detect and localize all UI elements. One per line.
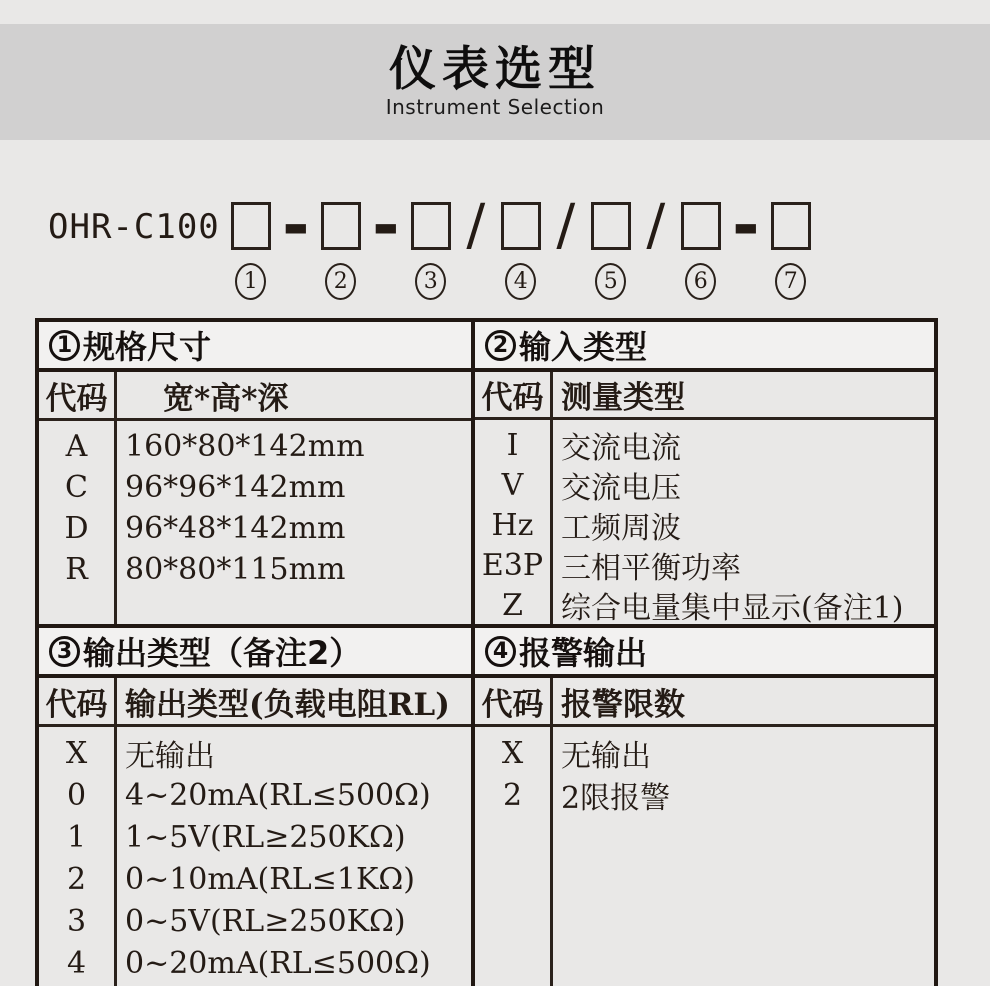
code-cell: 0 (66, 777, 87, 813)
code-cell: C (65, 470, 88, 505)
desc-cell: 工频周波 (561, 511, 681, 546)
code-header: 代码 (39, 678, 114, 727)
section-output-type (39, 628, 471, 986)
circled-number: 7 (775, 263, 806, 300)
circled-number: 4 (485, 636, 516, 667)
circled-number: 3 (415, 263, 446, 300)
desc-header: 输出类型(负载电阻RL) (117, 678, 471, 727)
section-title (39, 322, 471, 372)
model-box-icon (501, 202, 541, 250)
section-body (39, 372, 471, 624)
desc-cell: 无输出 (561, 739, 651, 774)
desc-header: 报警限数 (553, 678, 934, 727)
page-title: 仪表选型 (389, 41, 601, 97)
desc-rows (117, 727, 471, 984)
model-slot-7 (770, 202, 812, 300)
section-title-text: 规格尺寸 (83, 328, 212, 366)
circled-number: 3 (49, 636, 80, 667)
code-header: 代码 (39, 372, 114, 421)
code-cell: 2 (502, 777, 523, 813)
model-slot-1 (230, 202, 272, 300)
desc-header: 宽*高*深 (117, 372, 471, 421)
code-cell: A (65, 429, 88, 464)
desc-column (117, 372, 471, 624)
desc-cell: 96*48*142mm (125, 511, 346, 546)
model-box-icon (411, 202, 451, 250)
section-title-text: 输出类型（备注2） (83, 634, 362, 672)
circled-number: 4 (505, 263, 536, 300)
model-box-icon (321, 202, 361, 250)
desc-cell: 1~5V(RL≥250KΩ) (125, 819, 406, 855)
circled-number: 5 (595, 263, 626, 300)
circled-number: 2 (325, 263, 356, 300)
table-left-column (39, 322, 475, 986)
separator-slash: / (646, 193, 666, 258)
code-cell: X (501, 735, 524, 771)
page-subtitle: Instrument Selection (385, 95, 605, 120)
desc-cell: 0~20mA(RL≤500Ω) (125, 945, 431, 981)
desc-header: 测量类型 (553, 372, 934, 420)
code-cell: 1 (66, 819, 87, 855)
desc-cell: 2限报警 (561, 781, 671, 816)
code-cell: 4 (66, 945, 87, 981)
desc-rows (553, 727, 934, 816)
code-rows (475, 727, 550, 816)
desc-cell: 交流电压 (561, 471, 681, 506)
circled-number: 6 (685, 263, 716, 300)
model-code-diagram (48, 187, 812, 300)
code-header: 代码 (475, 372, 550, 420)
code-cell: D (64, 511, 89, 546)
header-band (0, 24, 990, 140)
section-title (475, 322, 934, 372)
code-cell: R (65, 552, 88, 587)
desc-cell: 0~5V(RL≥250KΩ) (125, 903, 406, 939)
code-cell: Z (502, 587, 523, 623)
circled-number: 2 (485, 330, 516, 361)
model-box-icon (591, 202, 631, 250)
model-slot-4 (500, 202, 542, 300)
table-right-column (475, 322, 934, 986)
separator-dash: - (732, 187, 760, 264)
code-cell: V (501, 467, 524, 503)
model-prefix: OHR-C100 (48, 207, 220, 247)
model-box-icon (771, 202, 811, 250)
model-slot-3 (410, 202, 452, 300)
code-rows (39, 421, 114, 590)
code-cell: 2 (66, 861, 87, 897)
section-alarm-output (475, 628, 934, 986)
circled-number: 1 (235, 263, 266, 300)
desc-cell: 综合电量集中显示(备注1) (561, 591, 904, 626)
code-column (475, 678, 553, 986)
separator-dash: - (282, 187, 310, 264)
desc-rows (553, 420, 934, 625)
code-cell: X (65, 735, 88, 771)
section-title (475, 628, 934, 678)
model-slot-2 (320, 202, 362, 300)
desc-column (553, 372, 934, 624)
code-cell: I (506, 427, 519, 463)
model-box-icon (231, 202, 271, 250)
desc-cell: 0~10mA(RL≤1KΩ) (125, 861, 415, 897)
selection-table (35, 318, 938, 986)
separator-slash: / (556, 193, 576, 258)
section-body (475, 678, 934, 986)
section-spec-size (39, 322, 471, 628)
code-column (39, 678, 117, 986)
code-header: 代码 (475, 678, 550, 727)
circled-number: 1 (49, 330, 80, 361)
desc-cell: 无输出 (125, 739, 215, 774)
desc-column (117, 678, 471, 986)
code-cell: E3P (481, 547, 544, 583)
code-column (475, 372, 553, 624)
section-title-text: 报警输出 (519, 634, 648, 672)
code-column (39, 372, 117, 624)
model-slot-5 (590, 202, 632, 300)
section-body (39, 678, 471, 986)
section-body (475, 372, 934, 624)
section-title (39, 628, 471, 678)
desc-cell: 160*80*142mm (125, 429, 365, 464)
desc-cell: 交流电流 (561, 431, 681, 466)
desc-cell: 80*80*115mm (125, 552, 346, 587)
section-input-type (475, 322, 934, 628)
separator-slash: / (466, 193, 486, 258)
code-rows (39, 727, 114, 984)
desc-column (553, 678, 934, 986)
desc-cell: 三相平衡功率 (561, 551, 741, 586)
desc-rows (117, 421, 471, 590)
model-slot-6 (680, 202, 722, 300)
model-box-icon (681, 202, 721, 250)
code-cell: Hz (491, 507, 534, 543)
code-rows (475, 420, 550, 625)
code-cell: 3 (66, 903, 87, 939)
desc-cell: 96*96*142mm (125, 470, 346, 505)
separator-dash: - (372, 187, 400, 264)
section-title-text: 输入类型 (519, 328, 648, 366)
desc-cell: 4~20mA(RL≤500Ω) (125, 777, 431, 813)
